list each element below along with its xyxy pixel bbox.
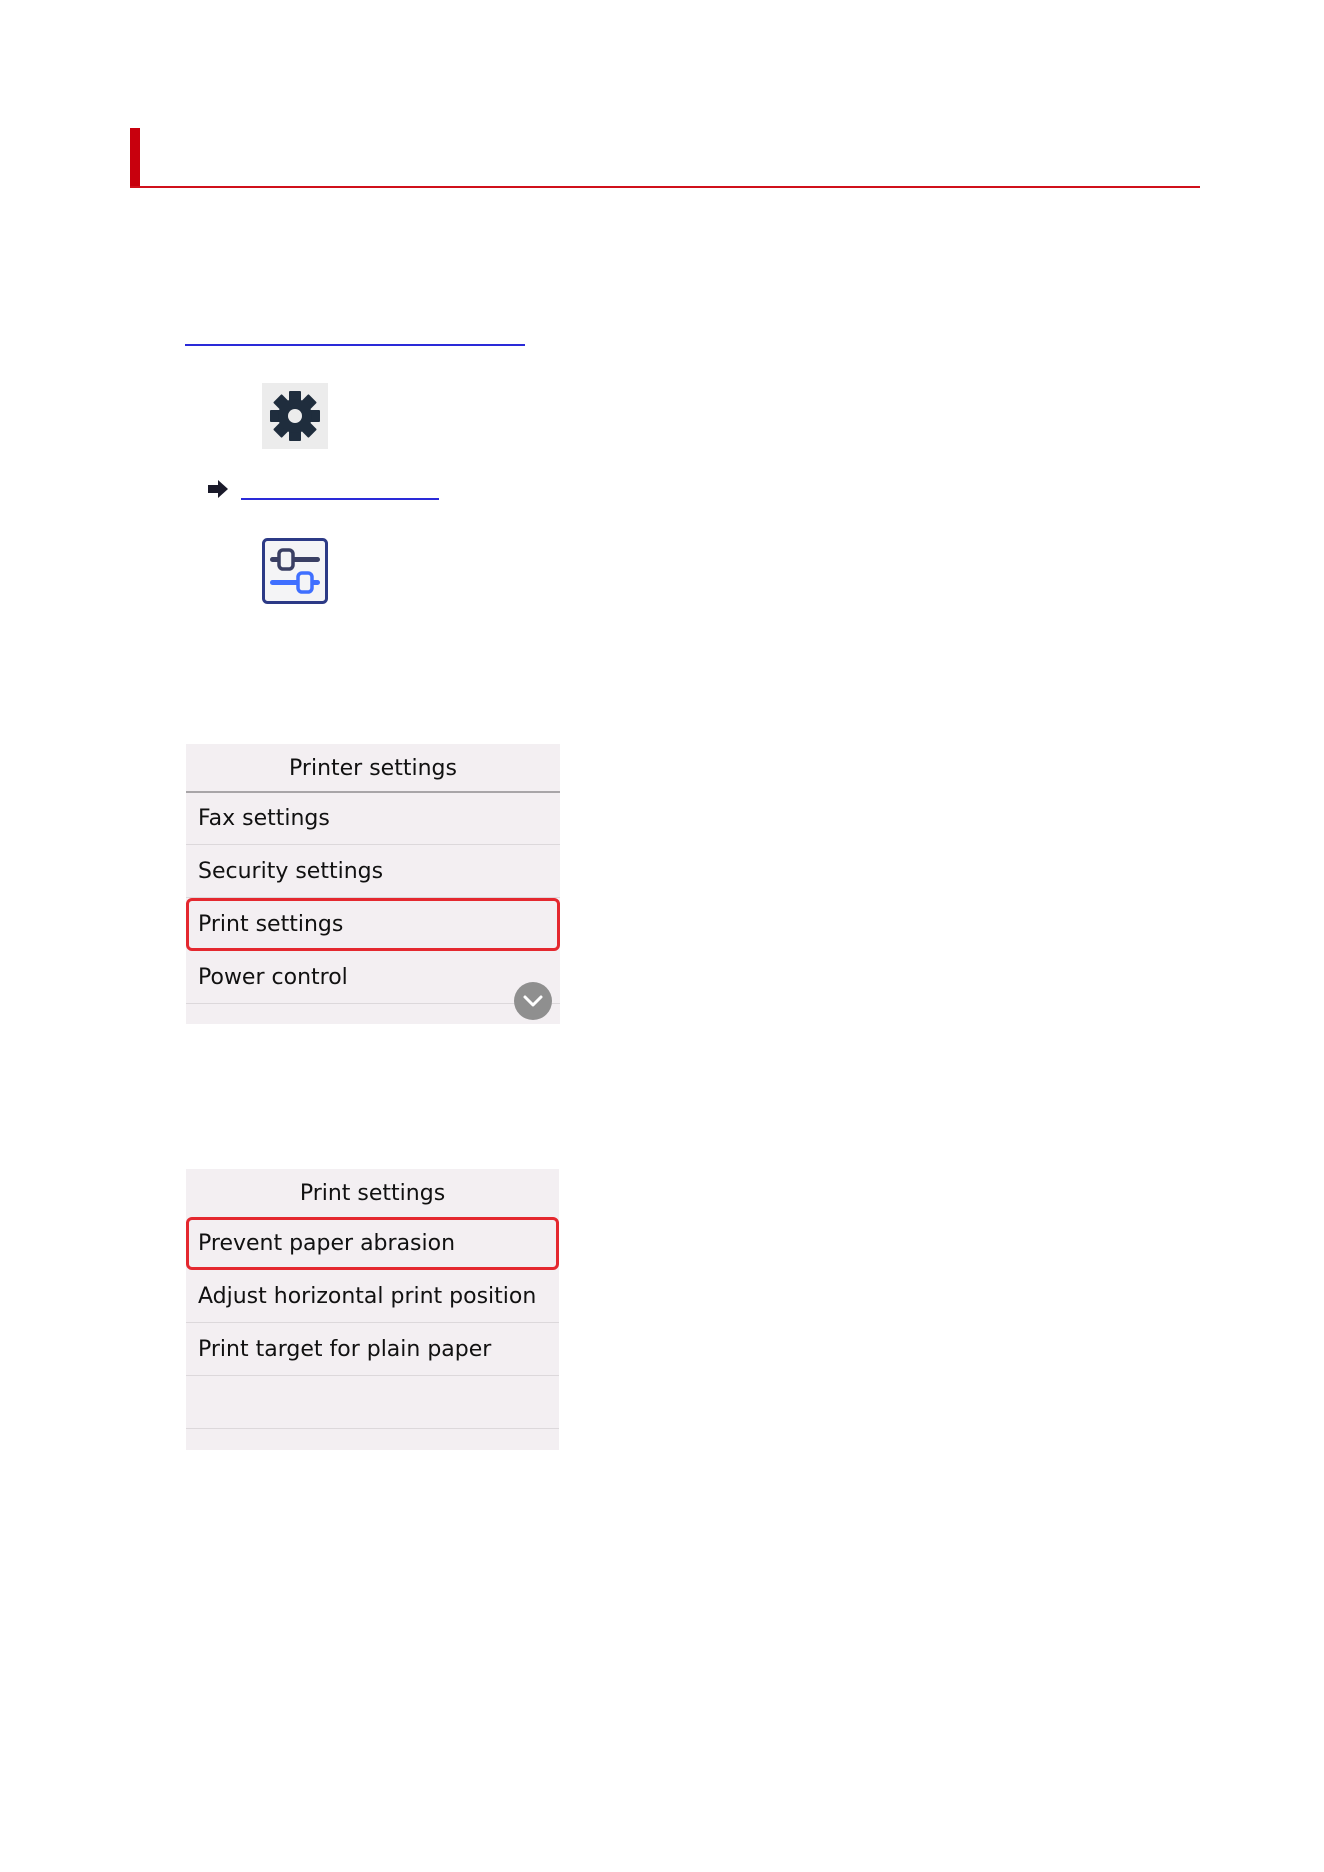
page-heading [130, 128, 1200, 188]
print-settings-screen [186, 1169, 559, 1450]
printer-settings-screen [186, 744, 560, 1024]
home-screen-link[interactable] [185, 316, 525, 346]
menu-item-prevent-paper-abrasion[interactable]: Prevent paper abrasion [186, 1217, 559, 1270]
device-settings-tile [262, 538, 328, 604]
menu-item-adjust-horizontal-print-position[interactable]: Adjust horizontal print position [186, 1270, 559, 1323]
sliders-icon [262, 538, 328, 604]
screen-title: Printer settings [186, 744, 560, 793]
scroll-down-button[interactable] [514, 982, 552, 1020]
arrow-right-icon [208, 480, 228, 498]
menu-item-power-control[interactable]: Power control [186, 951, 560, 1004]
menu-item-print-target-plain-paper[interactable]: Print target for plain paper [186, 1323, 559, 1376]
menu-item-security-settings[interactable]: Security settings [186, 845, 560, 898]
settings-tile [262, 383, 328, 449]
gear-icon [262, 383, 328, 449]
menu-item-fax-settings[interactable]: Fax settings [186, 792, 560, 845]
menu-item-empty [186, 1376, 559, 1429]
chevron-down-icon [514, 982, 552, 1020]
reference-link[interactable] [241, 474, 439, 500]
heading-accent-bar [130, 128, 140, 186]
screen-title: Print settings [299, 1181, 446, 1206]
menu-item-print-settings[interactable]: Print settings [186, 898, 560, 951]
